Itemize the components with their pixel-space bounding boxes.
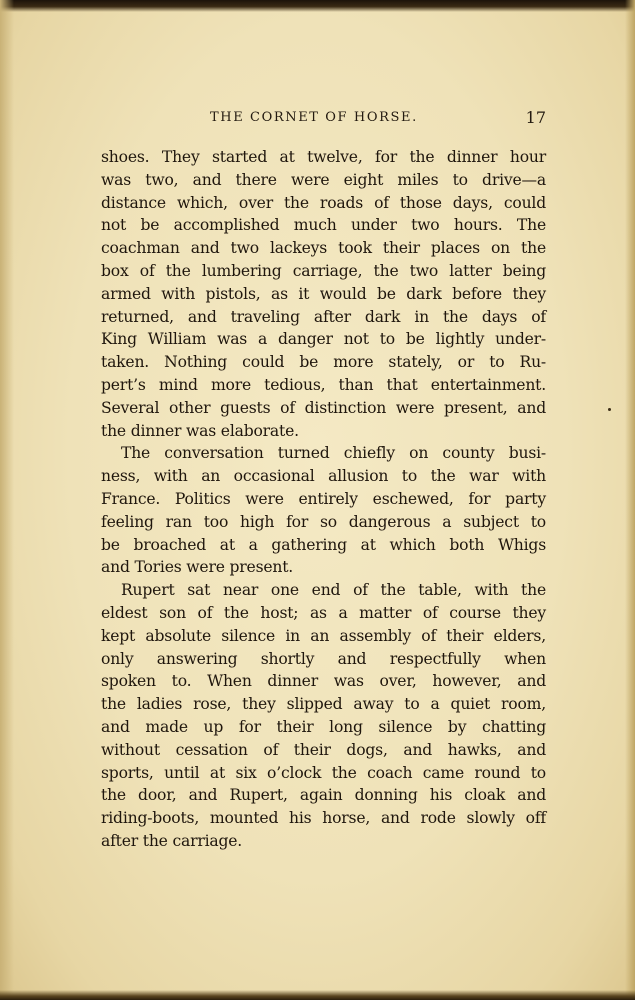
text-line: armed with pistols, as it would be dark before they <box>101 284 546 303</box>
text-line: France. Politics were entirely eschewed, for party <box>101 489 546 508</box>
page-number: 17 <box>525 108 546 127</box>
text-line: shoes. They started at twelve, for the dinner hour <box>101 148 546 166</box>
text-line: King William was a danger not to be lightly under- <box>101 330 546 349</box>
text-line: kept absolute silence in an assembly of their elders, <box>101 626 546 645</box>
text-line: box of the lumbering carriage, the two latter being <box>101 261 546 280</box>
running-head <box>98 108 546 132</box>
text-line: spoken to. When dinner was over, however, and <box>101 672 546 691</box>
text-line: coachman and two lackeys took their places on the <box>101 239 546 258</box>
text-line: distance which, over the roads of those days, could <box>101 193 546 212</box>
text-line: and made up for their long silence by chatting <box>101 717 546 736</box>
text-line: pert’s mind more tedious, than that entertainment. <box>101 375 546 394</box>
text-line: returned, and traveling after dark in the days of <box>101 307 546 326</box>
text-line: ness, with an occasional allusion to the war with <box>101 467 546 486</box>
text-line: only answering shortly and respectfully when <box>101 649 546 668</box>
text-line: be broached at a gathering at which both Whigs <box>101 535 546 554</box>
text-line: eldest son of the host; as a matter of course they <box>101 603 546 622</box>
page-left-edge <box>0 0 14 1000</box>
running-title: THE CORNET OF HORSE. <box>210 110 418 125</box>
text-line: the ladies rose, they slipped away to a quiet room, <box>101 695 546 714</box>
text-line: riding-boots, mounted his horse, and rode slowly off <box>101 809 546 828</box>
text-line: Rupert sat near one end of the table, with the <box>121 581 546 600</box>
paper-speck <box>608 408 611 411</box>
text-line: the dinner was elaborate. <box>101 421 299 440</box>
page-top-shadow <box>0 0 635 12</box>
text-line: was two, and there were eight miles to drive—a <box>101 170 546 189</box>
text-line: feeling ran too high for so dangerous a subject to <box>101 512 546 531</box>
text-line: without cessation of their dogs, and hawks, and <box>101 740 546 759</box>
text-line: The conversation turned chiefly on county busi- <box>121 444 546 463</box>
text-line: Several other guests of distinction were present, and <box>101 398 546 417</box>
body-text <box>101 146 546 853</box>
text-line: sports, until at six o’clock the coach came round to <box>101 763 546 782</box>
text-line: taken. Nothing could be more stately, or to Ru- <box>101 353 546 372</box>
text-line: not be accomplished much under two hours. The <box>101 216 546 235</box>
text-line: the door, and Rupert, again donning his cloak and <box>101 786 546 805</box>
text-line: and Tories were present. <box>101 558 294 577</box>
page-bottom-shadow <box>0 990 635 1000</box>
page-right-edge <box>625 0 635 1000</box>
text-line: after the carriage. <box>101 831 243 850</box>
